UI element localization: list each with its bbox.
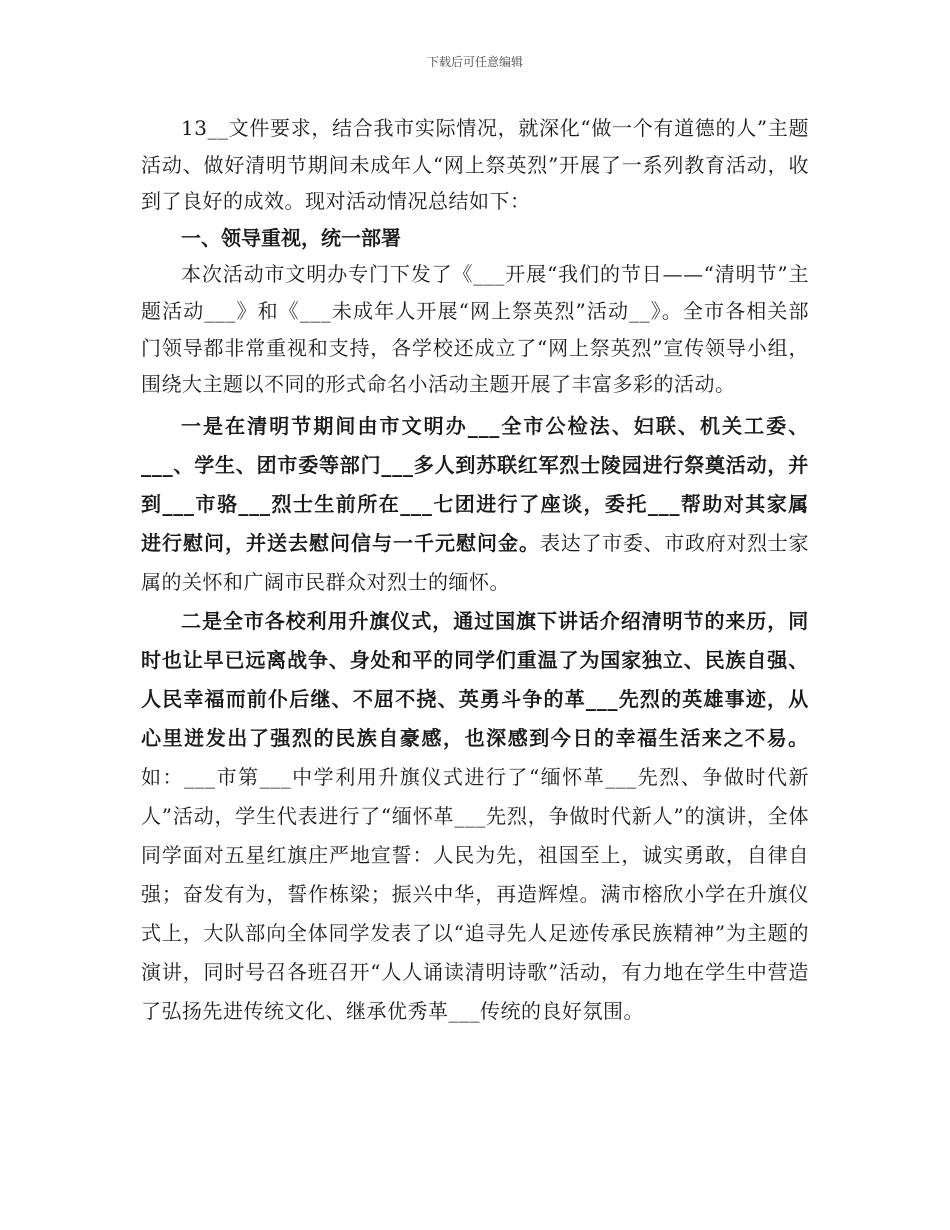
activity-two-bold-text: 二是全市各校利用升旗仪式，通过国旗下讲话介绍清明节的来历，同时也让早已远离战争、身处和平的同学们重温了为国家独立、民族自强、人民幸福而前仆后继、不屈不挠、英勇斗争的革___先烈的英雄事迹，从心里迸发出了强烈的民族自豪感，也深感到今日的幸福生活来之不易。: [141, 608, 809, 750]
activity-one-bold-text: 一是在清明节期间由市文明办___全市公检法、妇联、机关工委、___、学生、团市委等部门___多人到苏联红军烈士陵园进行祭奠活动，并到___市骆___烈士生前所在___七团进行了座谈，委托___帮助对其家属进行慰问，并送去慰问信与一千元慰问金。: [141, 413, 809, 555]
activity-one-text: 表达了市委、市政府对烈士家属的关怀和广阔市民群众对烈士的缅怀。: [141, 530, 809, 594]
activity-two-text: 如：___市第___中学利用升旗仪式进行了“缅怀革___先烈、争做时代新人”活动，学生代表进行了“缅怀革___先烈，争做时代新人”的演讲，全体同学面对五星红旗庄严地宣誓：人民为先，祖国至上，诚实勇敢，自律自强；奋发有为，誓作栋梁；振兴中华，再造辉煌。满市榕欣小学在升旗仪式上，大队部向全体同学发表了以“追寻先人足迹传承民族精神”为主题的演讲，同时号召各班召开“人人诵读清明诗歌”活动，有力地在学生中营造了弘扬先进传统文化、继承优秀革___传统的良好氛围。: [141, 764, 809, 1023]
section-heading: 一、领导重视，统一部署: [181, 225, 401, 250]
activity-two-paragraph: [141, 602, 809, 1031]
intro-paragraph: 13__文件要求，结合我市实际情况，就深化“做一个有道德的人”主题活动、做好清明节期间未成年人“网上祭英烈”开展了一系列教育活动，收到了良好的成效。现对活动情况总结如下：: [141, 116, 809, 214]
leadership-paragraph: 本次活动市文明办专门下发了《___开展“我们的节日——“清明节”主题活动___》和《___未成年人开展“网上祭英烈”活动__》。全市各相关部门领导都非常重视和支持，各学校还成立了“网上祭英烈”宣传领导小组，围绕大主题以不同的形式命名小活动主题开展了丰富多彩的活动。: [141, 262, 809, 397]
activity-one-paragraph: [141, 407, 809, 602]
page-header-note: 下载后可任意编辑: [426, 55, 523, 69]
document-body: [141, 110, 809, 1031]
